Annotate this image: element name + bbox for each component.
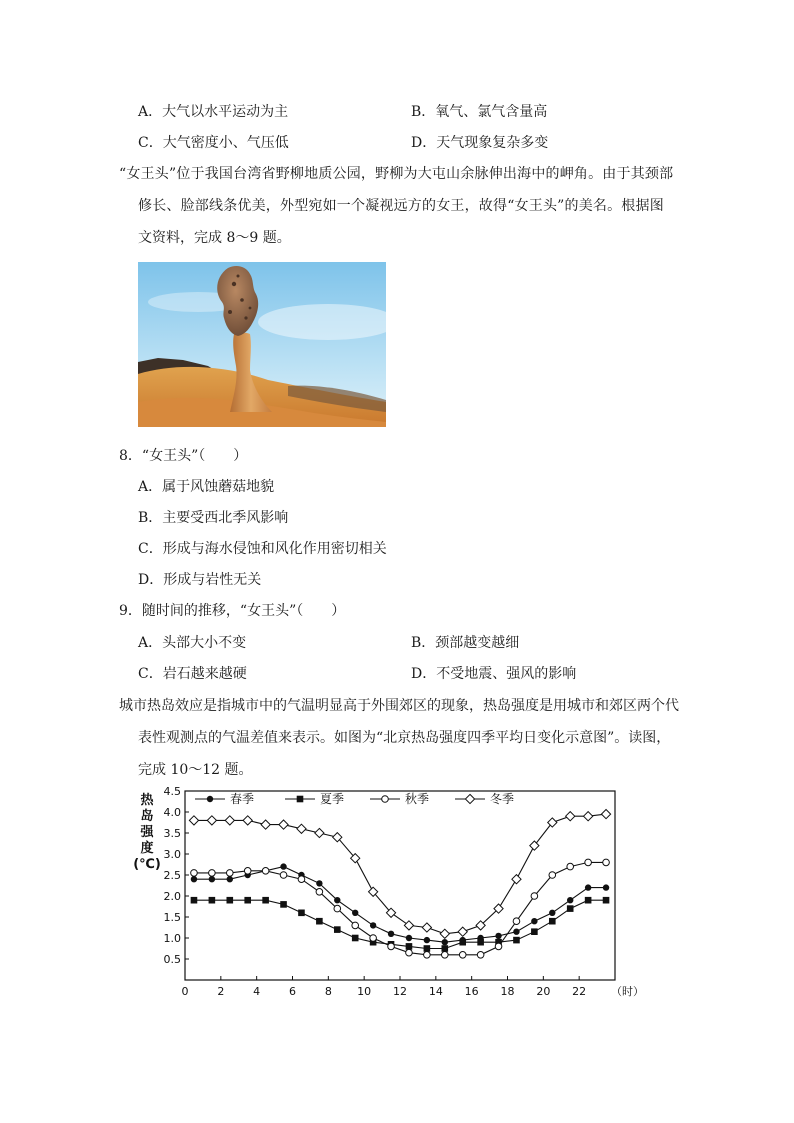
data-point — [512, 875, 521, 884]
x-axis-unit: （时） — [611, 985, 644, 998]
data-point — [334, 897, 340, 903]
data-point — [404, 921, 413, 930]
data-point — [297, 796, 304, 803]
legend-label: 夏季 — [320, 792, 345, 806]
y-axis-label-char: 岛 — [140, 809, 154, 824]
data-point — [459, 939, 466, 946]
q9-option-a: A．头部大小不变 — [138, 635, 247, 651]
data-point — [406, 949, 413, 956]
y-tick-label: 2.0 — [163, 890, 181, 903]
series-line — [194, 862, 606, 954]
passage1-line-2: 修长、脸部线条优美，外型宛如一个凝视远方的女王，故得“女王头”的美名。根据图 — [138, 198, 664, 214]
data-point — [189, 816, 198, 825]
data-point — [298, 910, 305, 917]
q8-stem: 8．“女王头”（ ） — [119, 448, 248, 464]
series-line — [194, 867, 606, 943]
x-tick-label: 18 — [500, 985, 515, 998]
y-axis-label-char: 度 — [140, 841, 154, 856]
data-point — [567, 863, 574, 870]
data-point — [459, 952, 466, 959]
data-point — [298, 876, 305, 883]
data-point — [262, 897, 269, 904]
legend-label: 秋季 — [405, 792, 430, 806]
data-point — [297, 824, 306, 833]
data-point — [495, 933, 501, 939]
legend-item-4 — [455, 791, 514, 806]
series-line — [194, 900, 606, 948]
q9-stem: 9．随时间的推移，“女王头”（ ） — [119, 603, 346, 619]
data-point — [209, 876, 215, 882]
data-point — [567, 897, 573, 903]
legend-label: 冬季 — [490, 792, 515, 806]
legend-item-1 — [195, 791, 254, 806]
data-point — [495, 943, 502, 950]
y-tick-label: 0.5 — [163, 953, 181, 966]
legend-item-3 — [370, 791, 429, 806]
data-point — [513, 929, 519, 935]
data-point — [388, 931, 394, 937]
data-point — [262, 868, 269, 875]
queens-head-rock-photo — [138, 262, 386, 427]
data-point — [530, 841, 539, 850]
q7-option-d: D．天气现象复杂多变 — [411, 135, 549, 151]
data-point — [567, 905, 574, 912]
x-tick-label: 12 — [393, 985, 407, 998]
q7-option-b: B．氧气、氯气含量高 — [411, 104, 548, 120]
y-tick-label: 4.5 — [163, 785, 181, 798]
data-point — [226, 870, 233, 877]
heat-island-chart — [133, 782, 644, 1014]
y-tick-label: 3.0 — [163, 848, 181, 861]
data-point — [334, 926, 341, 933]
x-tick-label: 22 — [572, 985, 587, 998]
data-point — [442, 939, 448, 945]
data-point — [424, 952, 431, 959]
data-point — [585, 897, 592, 904]
data-point — [207, 816, 216, 825]
y-tick-label: 2.5 — [163, 869, 181, 882]
data-point — [191, 897, 198, 904]
data-point — [315, 828, 324, 837]
data-point — [440, 929, 449, 938]
data-point — [601, 810, 610, 819]
data-point — [477, 952, 484, 959]
data-point — [513, 918, 520, 925]
data-point — [549, 872, 556, 879]
data-point — [370, 922, 376, 928]
data-point — [243, 816, 252, 825]
queens-head-rock-illustration — [138, 262, 386, 427]
x-tick-label: 16 — [464, 985, 479, 998]
data-point — [603, 884, 609, 890]
x-tick-label: 10 — [357, 985, 372, 998]
x-tick-label: 2 — [217, 985, 225, 998]
q7-option-a: A．大气以水平运动为主 — [138, 104, 289, 120]
series-1 — [191, 863, 609, 945]
y-tick-label: 1.0 — [163, 932, 181, 945]
passage2-line-2: 表性观测点的气温差值来表示。如图为“北京热岛强度四季平均日变化示意图”。读图， — [138, 730, 671, 746]
data-point — [261, 820, 270, 829]
series-2 — [191, 897, 610, 952]
data-point — [549, 918, 556, 925]
data-point — [352, 910, 358, 916]
data-point — [279, 820, 288, 829]
data-point — [441, 945, 448, 952]
passage1-line-1: “女王头”位于我国台湾省野柳地质公园，野柳为大屯山余脉伸出海中的岬角。由于其颈部 — [119, 166, 674, 182]
q8-option-b: B．主要受西北季风影响 — [138, 510, 289, 526]
data-point — [334, 905, 341, 912]
data-point — [424, 937, 430, 943]
data-point — [316, 918, 323, 925]
data-point — [531, 918, 537, 924]
series-line — [194, 814, 606, 934]
q7-option-c: C．大气密度小、气压低 — [138, 135, 289, 151]
data-point — [513, 937, 520, 944]
q8-option-a: A．属于风蚀蘑菇地貌 — [138, 479, 275, 495]
q9-option-d: D．不受地震、强风的影响 — [411, 666, 577, 682]
data-point — [422, 923, 431, 932]
data-point — [382, 796, 389, 803]
data-point — [585, 859, 592, 866]
data-point — [280, 872, 287, 879]
data-point — [352, 935, 359, 942]
data-point — [191, 876, 197, 882]
legend-item-2 — [285, 791, 344, 806]
data-point — [549, 910, 555, 916]
q9-option-c: C．岩石越来越硬 — [138, 666, 247, 682]
passage2-line-1: 城市热岛效应是指城市中的气温明显高于外围郊区的现象，热岛强度是用城市和郊区两个代 — [119, 698, 679, 714]
passage2-line-3: 完成 10～12 题。 — [138, 762, 253, 778]
data-point — [406, 935, 412, 941]
data-point — [226, 897, 233, 904]
y-tick-label: 3.5 — [163, 827, 181, 840]
x-tick-label: 6 — [289, 985, 296, 998]
heat-island-chart-svg — [133, 782, 644, 1014]
data-point — [352, 922, 359, 929]
data-point — [244, 868, 251, 875]
legend-label: 春季 — [230, 792, 255, 806]
x-tick-label: 8 — [324, 985, 332, 998]
data-point — [531, 893, 538, 900]
data-point — [585, 884, 591, 890]
q8-option-c: C．形成与海水侵蚀和风化作用密切相关 — [138, 541, 387, 557]
data-point — [477, 939, 484, 946]
data-point — [603, 859, 610, 866]
data-point — [566, 812, 575, 821]
y-axis-label-char: 强 — [140, 825, 154, 840]
x-tick-label: 4 — [253, 985, 261, 998]
x-tick-label: 0 — [181, 985, 189, 998]
q9-option-b: B．颈部越变越细 — [411, 635, 520, 651]
data-point — [465, 794, 474, 803]
y-axis-label-char: 热 — [140, 793, 154, 808]
data-point — [209, 897, 216, 904]
data-point — [207, 796, 213, 802]
data-point — [227, 876, 233, 882]
y-tick-label: 1.5 — [163, 911, 181, 924]
data-point — [191, 870, 198, 877]
data-point — [584, 812, 593, 821]
data-point — [531, 928, 538, 935]
q8-option-d: D．形成与岩性无关 — [138, 572, 262, 588]
data-point — [406, 943, 413, 950]
data-point — [244, 897, 251, 904]
data-point — [441, 952, 448, 959]
data-point — [458, 927, 467, 936]
data-point — [280, 901, 287, 908]
data-point — [370, 935, 377, 942]
passage1-line-3: 文资料，完成 8～9 题。 — [138, 230, 291, 246]
x-tick-label: 14 — [428, 985, 443, 998]
data-point — [280, 863, 286, 869]
data-point — [424, 945, 431, 952]
data-point — [603, 897, 610, 904]
x-tick-label: 20 — [536, 985, 551, 998]
data-point — [209, 870, 216, 877]
y-axis-label-char: (℃) — [133, 857, 161, 872]
data-point — [388, 943, 395, 950]
y-tick-label: 4.0 — [163, 806, 181, 819]
data-point — [316, 889, 323, 896]
data-point — [225, 816, 234, 825]
data-point — [316, 880, 322, 886]
data-point — [548, 818, 557, 827]
